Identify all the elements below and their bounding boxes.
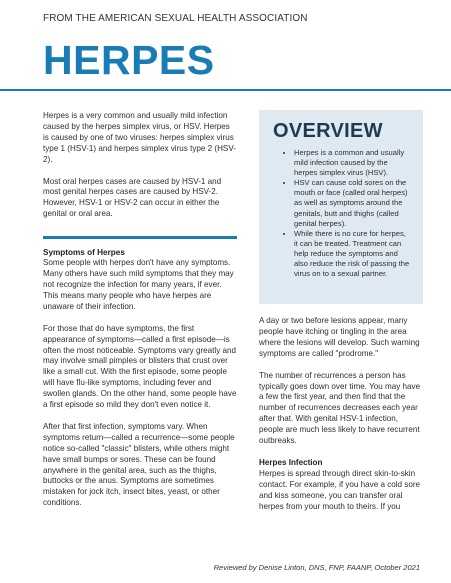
header-divider xyxy=(0,89,451,91)
symptoms-paragraph-2: For those that do have symptoms, the first appearance of symptoms—called a first episode—is often the most noticeable. Symptoms vary greatly and may involve small pimples or blisters that crust over like a small cut. With the first episode, some people will have flu-like symptoms, including fever and swollen glands. On the other hand, some people have a first episode so mild they don't even notice it. xyxy=(43,323,237,410)
section-divider xyxy=(43,236,237,239)
intro-paragraph-2: Most oral herpes cases are caused by HSV-1 and most genital herpes cases are caused by HSV-2. However, HSV-1 or HSV-2 can occur in either the genital or oral area. xyxy=(43,176,222,219)
overview-bullet-3: • While there is no cure for herpes, it can be treated. Treatment can help reduce the symptoms and also reduce the risk of passing the virus on to a sexual partner. xyxy=(294,229,411,279)
overview-bullet-2: • HSV can cause cold sores on the mouth or face (called oral herpes) as well as symptoms around the genitals, butt and thighs (called genital herpes). xyxy=(294,178,411,228)
overview-title: OVERVIEW xyxy=(273,120,383,142)
overview-bullet-1: • Herpes is a common and usually mild infection caused by the herpes simplex virus (HSV). xyxy=(294,148,411,178)
recurrence-paragraph: The number of recurrences a person has typically goes down over time. You may have a few the first year, and then find that the number of recurrences decreases each year after that. With genital HSV-1 infection, people are much less likely to have recurrent outbreaks. xyxy=(259,370,421,446)
prodrome-paragraph: A day or two before lesions appear, many people have itching or tingling in the area where the lesions will develop. Such warning symptoms are called "prodrome." xyxy=(259,316,420,358)
right-column xyxy=(259,316,423,513)
symptoms-paragraph-3: After that first infection, symptoms vary. When symptoms return—called a recurrence—some people notice so-called "classic" blisters, while others might have small bumps or sores. These can be found anywhere in the genital area, such as the thighs, buttocks or the anus. Symptoms are sometimes mistaken for jock itch, insect bites, yeast, or other conditions. xyxy=(43,421,235,508)
left-column xyxy=(43,111,237,509)
page-title: HERPES xyxy=(43,37,215,83)
overview-box xyxy=(259,110,423,304)
symptoms-heading: Symptoms of Herpes xyxy=(43,248,125,258)
symptoms-paragraph-1: Some people with herpes don't have any symptoms. Many others have such mild symptoms that they may not recognize the infection for many years, if ever. This means many people who have herpes are unaware of their infection. xyxy=(43,258,234,311)
infection-heading: Herpes Infection xyxy=(259,457,323,467)
overview-list xyxy=(273,148,411,279)
review-note: Reviewed by Denise Linton, DNS, FNP, FAANP, October 2021 xyxy=(213,563,420,572)
infection-paragraph: Herpes is spread through direct skin-to-skin contact. For example, if you have a cold sore and kiss someone, you can transfer oral herpes from your mouth to theirs. If you xyxy=(259,468,421,511)
source-kicker: FROM THE AMERICAN SEXUAL HEALTH ASSOCIATION xyxy=(43,13,308,24)
intro-paragraph-1: Herpes is a very common and usually mild infection caused by the herpes simplex virus, or HSV. Herpes is caused by one of two viruses: herpes simplex virus type 1 (HSV-1) and herpes simplex virus type 2 (HSV-2). xyxy=(43,111,236,164)
